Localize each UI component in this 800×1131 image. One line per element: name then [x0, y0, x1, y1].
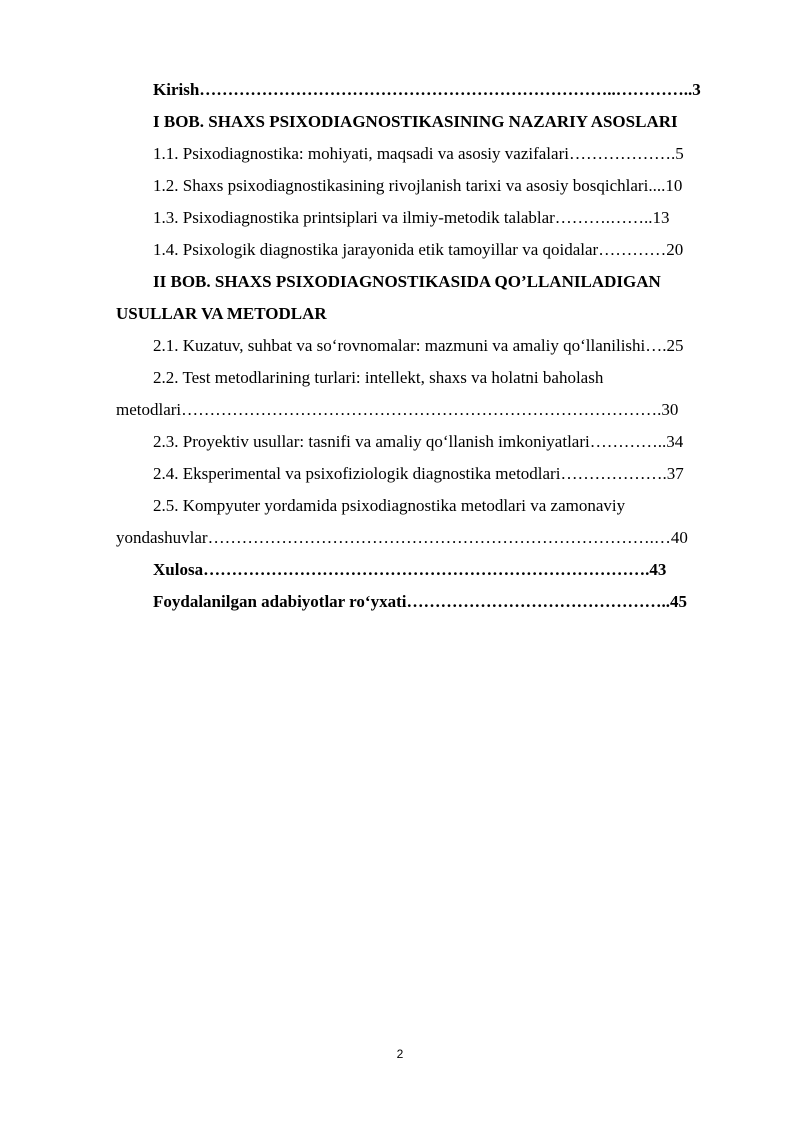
chapter-1-title: I BOB. SHAXS PSIXODIAGNOSTIKASINING NAZARIY ASOSLARI	[153, 112, 678, 131]
toc-entry-1-1: 1.1. Psixodiagnostika: mohiyati, maqsadi va asosiy vazifalari……………….5	[153, 144, 684, 163]
toc-entry-2-3: 2.3. Proyektiv usullar: tasnifi va amaliy qo‘llanish imkoniyatlari…………..34	[153, 432, 684, 451]
chapter-2-title-line-1: II BOB. SHAXS PSIXODIAGNOSTIKASIDA QO’LLANILADIGAN	[153, 272, 661, 291]
page-number: 2	[396, 1047, 404, 1061]
chapter-2-title-line-2: USULLAR VA METODLAR	[116, 304, 327, 323]
toc-entry-1-3: 1.3. Psixodiagnostika printsiplari va ilmiy-metodik talablar……….……..13	[153, 208, 670, 227]
toc-entry-1-2: 1.2. Shaxs psixodiagnostikasining rivojlanish tarixi va asosiy bosqichlari....10	[153, 176, 683, 195]
toc-entry-2-4: 2.4. Eksperimental va psixofiziologik diagnostika metodlari……………….37	[153, 464, 684, 483]
toc-entry-2-1: 2.1. Kuzatuv, suhbat va so‘rovnomalar: mazmuni va amaliy qo‘llanilishi….25	[153, 336, 684, 355]
toc-entry-conclusion: Xulosa…………………………………………………………………….43	[153, 560, 667, 579]
toc-entry-intro: Kirish………………………………………………………………..…………..3	[153, 80, 701, 99]
toc-entry-2-2-line-1: 2.2. Test metodlarining turlari: intellekt, shaxs va holatni baholash	[153, 368, 604, 387]
toc-entry-2-5-line-1: 2.5. Kompyuter yordamida psixodiagnostika metodlari va zamonaviy	[153, 496, 626, 515]
toc-entry-2-2-line-2: metodlari………………………………………………………………………….30	[116, 400, 679, 419]
table-of-contents	[116, 74, 740, 618]
toc-entry-2-5-line-2: yondashuvlar…………………………………………………………………….…40	[116, 528, 688, 547]
toc-entry-references: Foydalanilgan adabiyotlar ro‘yxati………………………………………..45	[153, 592, 687, 611]
toc-entry-1-4: 1.4. Psixologik diagnostika jarayonida etik tamoyillar va qoidalar…………20	[153, 240, 684, 259]
